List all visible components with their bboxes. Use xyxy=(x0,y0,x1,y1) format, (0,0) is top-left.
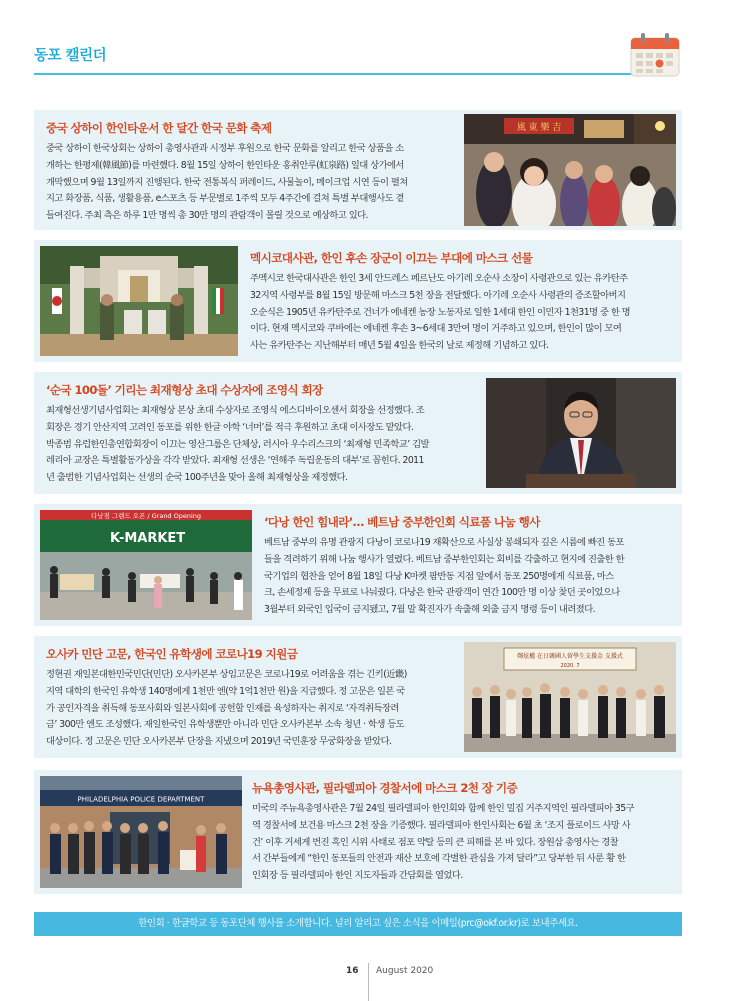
article-body xyxy=(46,667,456,751)
body-line: 금’ 300만 엔도 조성했다. 재일한국인 유학생뿐만 아니라 민단 오사카본부 소속 청년 · 학생 등도 xyxy=(46,719,405,731)
article-text xyxy=(46,382,476,487)
article-photo xyxy=(464,642,676,752)
article-text xyxy=(252,780,676,885)
body-line: 최재형선생기념사업회는 최재형상 본상 초대 수상자로 조영식 에스디바이오센서 회장을 선정했다. 조 xyxy=(46,405,425,416)
body-line: 들을 격려하기 위해 나눔 행사가 열렸다. 베트남 중부한인회는 회비를 각출하고 현지에 진출한 한 xyxy=(264,553,625,565)
photo-banner-text: 鄭炫權 在日韓國人留學生支援金 支援式 xyxy=(517,653,623,660)
article-text xyxy=(250,250,676,355)
festival-crowd-photo xyxy=(464,114,676,226)
body-line: 레리아 교장은 특별활동가상을 각각 받았다. 최재형 선생은 ‘연해주 독립운동의 대부’로 꼽힌다. 2011 xyxy=(46,455,424,467)
body-line: 크, 손세정제 등을 무료로 나눠줬다. 다낭은 한국 관광객이 연간 100만 명 이상 찾던 곳이었으나 xyxy=(264,587,620,599)
page-header xyxy=(34,44,674,88)
body-line: 32지역 사령부를 8월 15일 방문해 마스크 5천 장을 전달했다. 아기레 오순사 사령관의 증조할아버지 xyxy=(250,289,626,301)
body-line: 국기업의 협찬을 얻어 8월 18일 다낭 K마켓 팜반동 지점 앞에서 동포 250명에게 식료품, 마스 xyxy=(264,570,614,582)
police-station-photo xyxy=(40,776,242,888)
article-photo xyxy=(40,776,242,888)
article-photo xyxy=(464,114,676,226)
body-line: 정현권 재일본대한민국민단(민단) 오사카본부 상임고문은 코로나19로 어려움을 겪는 긴키(近畿) xyxy=(46,669,407,680)
body-line: 오순식은 1905년 유카탄주로 건너가 에네켄 농장 노동자로 일한 1세대 한인 이민자 1천31명 중 한 명 xyxy=(250,306,631,318)
body-line: 3월부터 외국인 입국이 금지됐고, 7월 말 확진자가 속출해 외출 금지 명령 등이 내려졌다. xyxy=(264,604,596,616)
article-body xyxy=(46,141,456,225)
group-photo-osaka xyxy=(464,642,676,752)
military-ceremony-photo xyxy=(40,246,238,356)
body-line: 사는 유카탄주는 지난해부터 매년 5월 4일을 한국의 날로 제정해 기념하고 있다. xyxy=(250,340,549,352)
page-number: 16 xyxy=(346,966,359,976)
body-line: 이다. 현재 멕시코와 쿠바에는 에네켄 후손 3~6세대 3만여 명이 거주하고 있으며, 한인이 많이 모여 xyxy=(250,323,622,335)
article-card-philadelphia xyxy=(34,770,682,894)
body-line: 개막했으며 9월 13일까지 진행된다. 한국 전통복식 퍼레이드, 사물놀이, 메이크업 시연 등이 펼쳐 xyxy=(46,176,408,188)
body-line: 건’ 이후 거세게 번진 흑인 시위 사태로 점포 약탈 등의 큰 피해를 본 바 있다. 장원삼 총영사는 경찰 xyxy=(252,836,619,848)
header-divider xyxy=(34,73,634,75)
photo-year-text: 2020. 7 xyxy=(560,663,580,669)
article-card-award xyxy=(34,372,682,494)
body-line: 회장은 경기 안산지역 고려인 동포를 위한 한글 야학 ‘너머’를 적극 후원하고 초대 이사장도 맡았다. xyxy=(46,421,414,433)
photo-sign-text: PHILADELPHIA POLICE DEPARTMENT xyxy=(77,795,205,804)
body-line: 대상이다. 정 고문은 민단 오사카본부 단장을 지냈으며 2019년 국민훈장 무궁화장을 받았다. xyxy=(46,736,392,748)
article-title: 뉴욕총영사관, 필라델피아 경찰서에 마스크 2천 장 기증 xyxy=(252,781,518,795)
page-footer xyxy=(0,963,740,1001)
body-line: 인회장 등 필라델피아 한인 지도자들과 간담회를 열었다. xyxy=(252,870,463,882)
article-text xyxy=(46,120,456,225)
body-line: 가 공인자격을 취득해 동포사회와 일본사회에 공헌할 인재를 육성하자는 취지로 ‘자격취득장려 xyxy=(46,702,399,714)
article-title: ‘다낭 한인 힘내라’… 베트남 중부한인회 식료품 나눔 행사 xyxy=(264,515,540,529)
article-title: 중국 상하이 한인타운서 한 달간 한국 문화 축제 xyxy=(46,121,272,135)
article-title: ‘순국 100돌’ 기리는 최재형상 초대 수상자에 조영식 회장 xyxy=(46,383,323,397)
article-photo xyxy=(40,246,238,356)
article-body xyxy=(46,403,476,487)
article-text xyxy=(264,514,676,619)
issue-date: August 2020 xyxy=(376,966,434,976)
body-line: 들여진다. 주최 측은 하루 1만 명씩 총 30만 명의 관람객이 몰릴 것으로 예상하고 있다. xyxy=(46,210,368,222)
article-card-danang xyxy=(34,504,682,626)
calendar-icon xyxy=(629,30,681,78)
body-line: 미국의 주뉴욕총영사관은 7월 24일 필라델피아 한인회와 함께 한인 밀집 거주지역인 필라델피아 35구 xyxy=(252,803,635,814)
body-line: 년 출범한 기념사업회는 선생의 순국 100주년을 맞아 올해 최재형상을 제정했다. xyxy=(46,472,348,484)
article-body xyxy=(252,801,676,885)
body-line: 박종범 유럽한인총연합회장이 이끄는 영산그룹은 단체상, 러시아 우수리스크의 ‘최재형 민족학교’ 김발 xyxy=(46,438,429,450)
photo-banner-text: 다낭점 그랜드 오픈 / Grand Opening xyxy=(90,512,202,520)
article-photo xyxy=(40,510,252,620)
article-photo xyxy=(486,378,676,488)
body-line: 개하는 한평제(韓風節)를 마련했다. 8월 15일 상하이 한인타운 홍취안루(虹泉路) 일대 상가에서 xyxy=(46,159,404,171)
body-line: 중국 상하이 한국상회는 상하이 총영사관과 시정부 후원으로 한국 문화를 알리고 한국 상품을 소 xyxy=(46,143,404,154)
portrait-photo xyxy=(486,378,676,488)
article-body xyxy=(250,271,676,355)
body-line: 역 경찰서에 보건용 마스크 2천 장을 기증했다. 필라델피아 한인사회는 6월 초 ‘조지 플로이드 사망 사 xyxy=(252,819,631,831)
section-title: 동포 캘린더 xyxy=(34,48,107,64)
footer-divider xyxy=(368,963,369,1001)
submission-banner: 한인회 · 한글학교 등 동포단체 행사를 소개합니다. 널리 알리고 싶은 소식을 이메일(prc@okf.or.kr)로 보내주세요. xyxy=(34,912,682,936)
article-card-osaka xyxy=(34,636,682,758)
kmarket-event-photo xyxy=(40,510,252,620)
article-title: 멕시코대사관, 한인 후손 장군이 이끄는 부대에 마스크 선물 xyxy=(250,251,533,265)
article-body xyxy=(264,535,676,619)
article-card-mexico xyxy=(34,240,682,362)
photo-sign-text: K-MARKET xyxy=(110,531,186,546)
body-line: 서 간부들에게 “한인 동포들의 안전과 재산 보호에 각별한 관심을 가져 달라”고 당부한 뒤 사룬 황 한 xyxy=(252,853,626,865)
body-line: 지역 대학의 한국인 유학생 140명에게 1천만 엔(약 1억1천만 원)을 지급했다. 정 고문은 일본 국 xyxy=(46,685,405,697)
article-card-shanghai xyxy=(34,110,682,230)
photo-sign-text: 風 東 樂 吉 xyxy=(516,123,562,133)
body-line: 베트남 중부의 유명 관광지 다낭이 코로나19 재확산으로 사실상 봉쇄되자 깊은 시름에 빠진 동포 xyxy=(264,537,624,548)
article-title: 오사카 민단 고문, 한국인 유학생에 코로나19 지원금 xyxy=(46,647,298,661)
body-line: 주멕시코 한국대사관은 한인 3세 안드레스 페르난도 아기레 오순사 소장이 사령관으로 있는 유카탄주 xyxy=(250,273,628,284)
body-line: 지고 화장품, 식품, 생활용품, e스포츠 등 부문별로 1주씩 모두 4주간에 걸쳐 특별 부대행사도 곁 xyxy=(46,193,404,205)
article-text xyxy=(46,646,456,751)
